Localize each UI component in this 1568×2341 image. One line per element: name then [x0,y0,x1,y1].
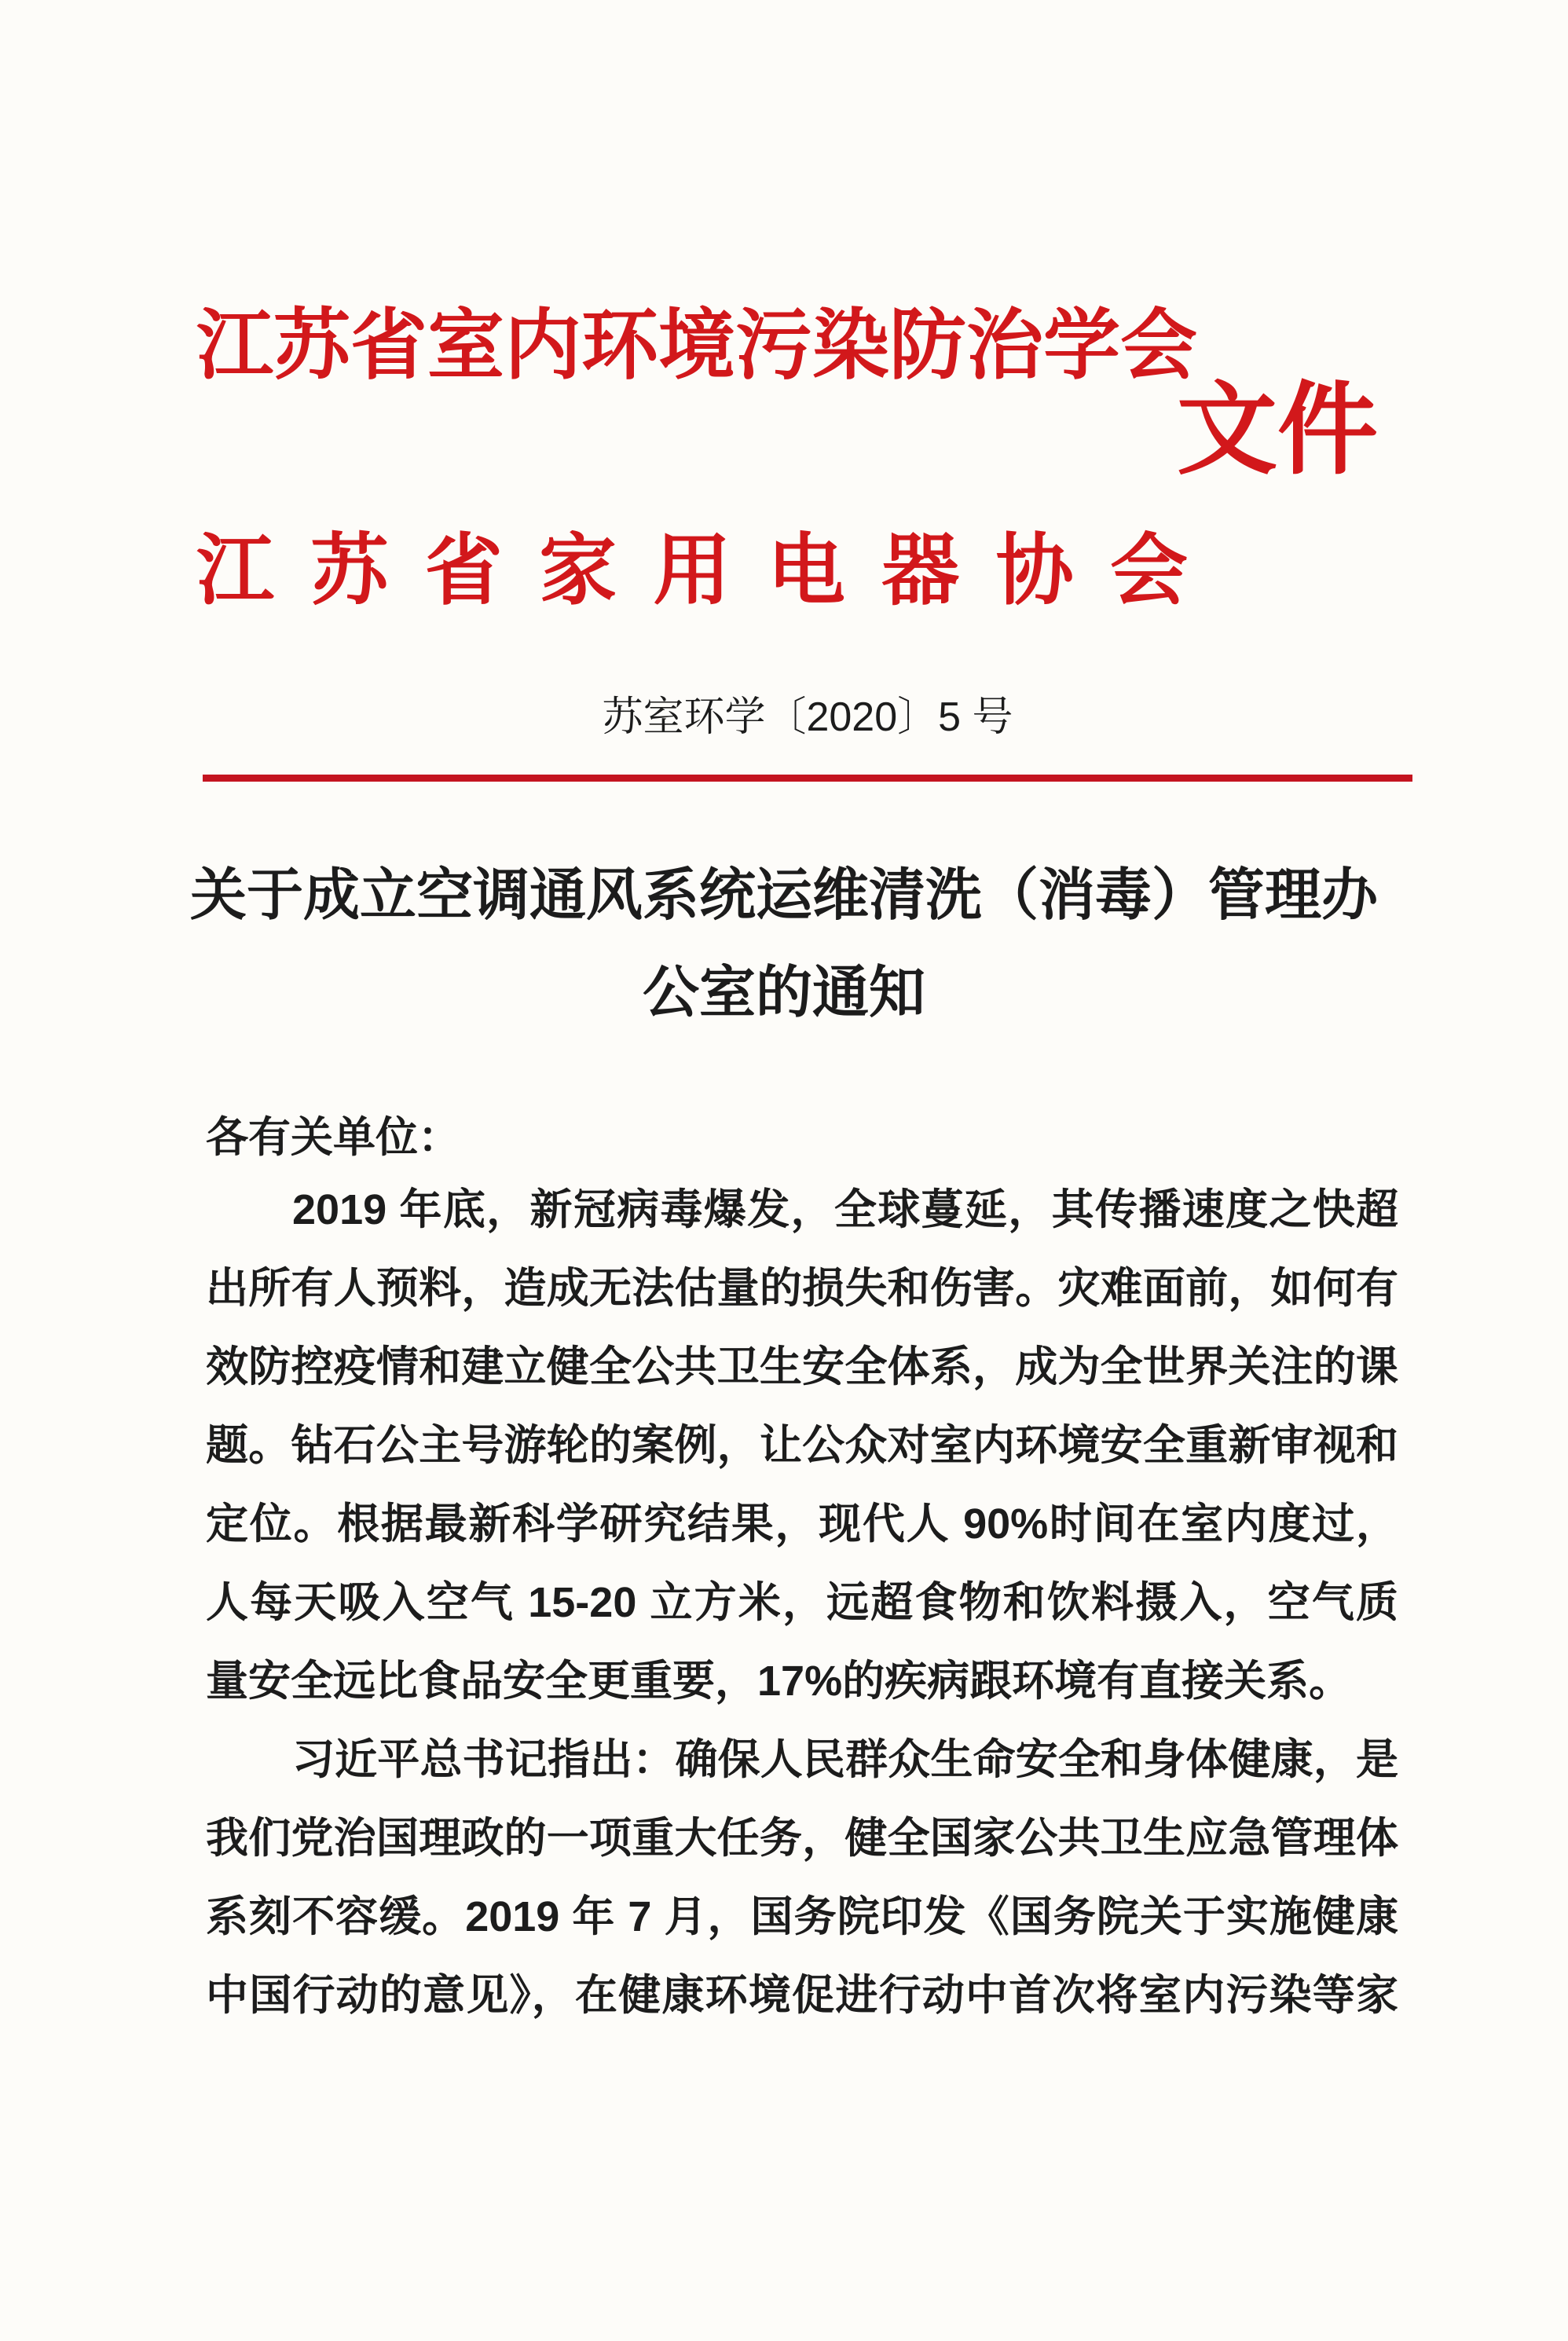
red-divider-line [203,775,1412,782]
document-word: 文件 [1177,374,1379,486]
issuer-org-secondary: 江苏省家用电器协会 [196,526,1188,614]
body-line: 人每天吸入空气 15-20 立方米，远超食物和饮料摄入，空气质 [206,1579,1398,1626]
body-line: 2019 年底，新冠病毒爆发，全球蔓延，其传播速度之快超 [292,1186,1398,1233]
body-line: 我们党治国理政的一项重大任务，健全国家公共卫生应急管理体 [206,1815,1398,1862]
title-line: 公室的通知 [642,962,925,1024]
body-line: 系刻不容缓。2019 年 7 月，国务院印发《国务院关于实施健康 [206,1893,1398,1940]
issuer-org-primary: 江苏省室内环境污染防治学会 [196,302,1198,388]
body-line: 题。钻石公主号游轮的案例，让公众对室内环境安全重新审视和 [206,1422,1398,1469]
body-line: 出所有人预料，造成无法估量的损失和伤害。灾难面前，如何有 [206,1265,1398,1312]
body-line: 习近平总书记指出：确保人民群众生命安全和身体健康，是 [292,1736,1398,1783]
document-title [179,847,1389,1042]
title-line: 关于成立空调通风系统运维清洗（消毒）管理办 [189,864,1378,927]
salutation: 各有关单位： [206,1114,460,1161]
body-line: 量安全远比食品安全更重要，17%的疾病跟环境有直接关系。 [206,1658,1352,1705]
body-line: 定位。根据最新科学研究结果，现代人 90%时间在室内度过， [206,1500,1398,1548]
document-number: 苏室环学〔2020〕5 号 [602,694,1013,740]
body-line: 效防控疫情和建立健全公共卫生安全体系，成为全世界关注的课 [206,1343,1398,1390]
body-line: 中国行动的意见》，在健康环境促进行动中首次将室内污染等家 [206,1972,1398,2019]
body-text [206,1170,1398,2035]
